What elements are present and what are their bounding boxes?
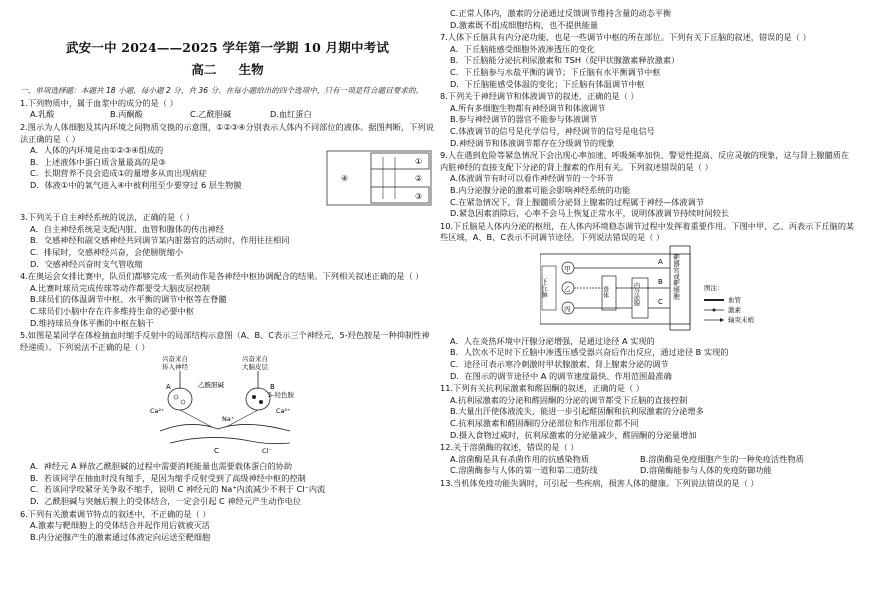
option: B．人饮水不足时下丘脑中渗透压感受器兴奋后作出反应，通过途径 B 实现的	[450, 347, 729, 358]
option: A．下丘脑能感受细胞外液渗透压的变化	[450, 43, 595, 54]
exam-subject: 高二 生物	[191, 61, 264, 77]
svg-text:C: C	[214, 447, 219, 456]
fluid-label-4: ④	[341, 174, 349, 184]
option: D.神经调节和体液调节都存在分级调节的现象	[450, 137, 615, 148]
option: B.大量出汗使体液流失，能进一步引起醛固酮和抗利尿激素的分泌增多	[450, 406, 704, 417]
svg-text:血管: 血管	[728, 295, 741, 304]
option: D.维持球员身体平衡的中枢在脑干	[30, 317, 154, 328]
option: C.体液调节的信号是化学信号，神经调节的信号是电信号	[450, 125, 655, 136]
question-stem: 9.人在遇到危险等紧急情况下会出现心率加速、呼吸频率加快、警觉性提高、反应灵敏的现象，这与肾上腺髓质在内脏神经的直接支配下分泌的肾上腺素的作用有关。下列叙述错误的是（ ）	[440, 150, 850, 172]
option: B．若该同学在抽血时没有缩手，是因为缩手反射受到了高级神经中枢的控制	[30, 472, 306, 483]
option: D．体液①中的氧气进入④中被利用至少要穿过 6 层生物膜	[30, 179, 242, 190]
question-12	[440, 442, 855, 477]
option: C．排尿时，交感神经兴奋，会使膀胱缩小	[30, 246, 184, 257]
option: C．若该同学咬紧牙关争取不缩手，说明 C 神经元的 Na⁺内流减少不利于 Cl⁻内流	[30, 484, 326, 495]
svg-text:乙: 乙	[564, 284, 571, 293]
question-stem: 4.在奥运会女排比赛中，队员们都够完成一系列动作是各神经中枢协调配合的结果。下列相关叙述正确的是（ ）	[20, 271, 424, 282]
option: B．下丘脑能分泌抗利尿激素和 TSH（促甲状腺激素释放激素）	[450, 55, 680, 66]
left-column	[20, 0, 435, 543]
svg-text:兴奋来自: 兴奋来自	[242, 355, 268, 364]
svg-text:Na⁺: Na⁺	[222, 415, 235, 424]
question-stem: 6.下列有关激素调节特点的叙述中，不正确的是（ ）	[20, 508, 211, 519]
option: A．人体的内环境是由①②③④组成的	[30, 145, 164, 156]
option: B．交感神经和副交感神经共同调节某内脏器官的活动时，作用往往相同	[30, 235, 290, 246]
question-stem: 11.下列有关抗利尿激素和醛固酮的叙述，正确的是（ ）	[440, 383, 644, 394]
synapse-diagram	[150, 353, 300, 461]
svg-text:垂体: 垂体	[601, 285, 609, 298]
question-stem: 8.下列关于神经调节和体液调节的叙述，正确的是（ ）	[440, 91, 639, 102]
svg-text:轴突末梢: 轴突末梢	[728, 315, 754, 324]
option: A.所有多细胞生物都有神经调节和体液调节	[450, 102, 606, 113]
question-1	[20, 98, 435, 121]
option: B.球员们的体温调节中枢、水平衡的调节中枢等在脊髓	[30, 294, 227, 305]
svg-text:A: A	[166, 383, 171, 392]
option: C.球员们小脑中存在许多维持生命的必要中枢	[30, 305, 194, 316]
question-stem: 5.如图是某同学在体检抽血时缩手反射中的局部结构示意图（A、B、C表示三个神经元，5-羟色胺是一种抑制性神经递质）。下列说法不正确的是（ ）	[20, 330, 430, 352]
option: C．途径可表示寒冷刺激时甲状腺激素、肾上腺素分泌的调节	[450, 359, 669, 370]
option: C.正常人体内，激素的分泌通过反馈调节维持含量的动态平衡	[450, 8, 672, 18]
option: C.抗利尿激素和醛固酮的分泌部位和作用部位都不同	[450, 418, 639, 429]
hypothalamus-regulation-diagram	[540, 244, 760, 336]
question-13	[440, 478, 855, 490]
option: A.溶菌酶是具有杀菌作用的抗感染物质	[450, 453, 590, 464]
svg-text:传入神经: 传入神经	[162, 363, 188, 372]
option: D．下丘脑能感受体温的变化；下丘脑有体温调节中枢	[450, 78, 645, 89]
option: B．上述液体中蛋白质含量最高的是③	[30, 156, 166, 167]
option: D．交感神经兴奋时支气管收缩	[30, 258, 143, 269]
option: A．人在炎热环境中汗腺分泌增强，是通过途径 A 实现的	[450, 335, 655, 346]
question-4	[20, 271, 435, 329]
option: C.乙酰胆碱	[190, 109, 232, 120]
fluid-label-1: ①	[415, 157, 423, 167]
option: A.比赛时球员完成传球等动作都要受大脑皮层控制	[30, 282, 210, 293]
option: A．神经元 A 释放乙酰胆碱的过程中需要消耗能量也需要载体蛋白的协助	[30, 461, 293, 472]
svg-text:靶器官或靶细胞: 靶器官或靶细胞	[672, 253, 680, 300]
option: C.在紧急情况下，肾上腺髓质分泌肾上腺素的过程属于神经—体液调节	[450, 196, 704, 207]
svg-text:Cl⁻: Cl⁻	[262, 447, 272, 456]
option: A.抗利尿激素的分泌和醛固酮的分泌的调节都受下丘脑的直接控制	[450, 394, 688, 405]
right-column	[440, 8, 855, 490]
question-stem: 10.下丘脑是人体内分泌的枢纽，在人体内环境稳态调节过程中发挥着重要作用。下图中甲、乙、丙表示下丘脑的某些区域，A、B、C表示不同调节途径。下列说法错误的是（ ）	[440, 220, 855, 243]
option: B.参与神经调节的器官不能参与体液调节	[450, 114, 598, 125]
question-3	[20, 212, 435, 270]
svg-text:图注：: 图注：	[704, 283, 724, 292]
option: D.紧急因素消除后，心率不会马上恢复正常水平，说明体液调节持续时间较长	[450, 208, 730, 219]
option: D.激素既不组成细胞结构，也不提供能量	[450, 19, 599, 30]
svg-text:B: B	[658, 277, 663, 286]
option: B.丙酮酸	[110, 109, 143, 120]
option: B.溶菌酶是免疫细胞产生的一种免疫活性物质	[640, 453, 804, 464]
question-stem: 12.关于溶菌酶的叙述，错误的是（ ）	[440, 442, 579, 453]
option: C.溶菌酶参与人体的第一道和第二道防线	[450, 465, 598, 476]
question-stem: 3.下列关于自主神经系统的说法，正确的是（ ）	[20, 212, 195, 223]
question-7	[440, 32, 855, 90]
option: A.体液调节有时可以看作神经调节的一个环节	[450, 173, 614, 184]
question-11	[440, 383, 855, 441]
question-6	[20, 509, 435, 544]
option: B.内分泌腺产生的激素通过体液定向运送至靶细胞	[30, 531, 211, 542]
svg-text:乙酰胆碱: 乙酰胆碱	[198, 381, 224, 390]
option: A.乳酸	[30, 109, 55, 120]
svg-text:B: B	[270, 383, 275, 392]
svg-text:激素: 激素	[728, 305, 741, 314]
option: D.摄入食物过咸时，抗利尿激素的分泌量减少，醛固酮的分泌量增加	[450, 429, 697, 440]
svg-text:C: C	[658, 297, 663, 306]
svg-text:丙: 丙	[564, 304, 571, 313]
question-stem: 2.图示为人体细胞及其内环境之间物质交换的示意图，①②③④分别表示人体内不同部位的液体。据图判断，下列说法正确的是（ ）	[20, 121, 434, 144]
fluid-label-2: ②	[415, 174, 423, 184]
svg-text:Ca²⁺: Ca²⁺	[150, 407, 165, 416]
option: D.溶菌酶能参与人体的免疫防御功能	[640, 465, 772, 476]
option: C．下丘脑参与水盐平衡的调节；下丘脑有水平衡调节中枢	[450, 66, 661, 77]
question-6-continued	[440, 8, 855, 31]
svg-text:兴奋来自: 兴奋来自	[162, 355, 188, 364]
question-5	[20, 330, 435, 508]
svg-text:5-羟色胺: 5-羟色胺	[268, 391, 294, 400]
svg-text:甲: 甲	[564, 264, 571, 273]
svg-text:Ca²⁺: Ca²⁺	[276, 407, 291, 416]
option: D.血红蛋白	[270, 109, 312, 120]
exam-title: 武安一中 2024——2025 学年第一学期 10 月期中考试	[65, 40, 390, 55]
fluid-label-3: ③	[415, 192, 423, 202]
option: C．长期营养不良会造成①的量增多从而出现病症	[30, 168, 207, 179]
option: D．乙酰胆碱与突触后膜上的受体结合，一定会引起 C 神经元产生动作电位	[30, 496, 302, 507]
question-8	[440, 91, 855, 149]
svg-text:大脑皮层: 大脑皮层	[242, 363, 268, 372]
question-stem: 1.下列物质中，属于血浆中的成分的是（ ）	[20, 97, 178, 108]
section-instruction: 一、单项选择题：本题共 18 小题，每小题 2 分，共 36 分。在每小题给出的四个选项中，只有一项是符合题目要求的。	[20, 86, 424, 96]
question-stem: 13.当机体免疫功能失调时，可引起一些疾病，损害人体的健康。下列说法错误的是（ ）	[440, 478, 759, 488]
option: D．在图示的调节途径中 A 的调节速度最快、作用范围最准确	[450, 370, 672, 381]
question-9	[440, 150, 855, 220]
svg-text:下丘脑: 下丘脑	[540, 277, 548, 298]
question-stem: 7.人体下丘脑具有内分泌功能，也是一些调节中枢的所在部位。下列有关下丘脑的叙述，错误的是（ ）	[440, 32, 811, 43]
svg-text:A: A	[658, 257, 663, 266]
body-fluid-diagram	[325, 149, 435, 211]
svg-text:内分泌腺: 内分泌腺	[632, 281, 640, 306]
option: A．自主神经系统是支配内脏、血管和腺体的传出神经	[30, 223, 224, 234]
question-10	[440, 221, 855, 383]
question-2	[20, 122, 435, 211]
option: A.激素与靶细胞上的受体结合并起作用后就被灭活	[30, 520, 210, 531]
option: B.内分泌腺分泌的激素可能会影响神经系统的功能	[450, 184, 631, 195]
